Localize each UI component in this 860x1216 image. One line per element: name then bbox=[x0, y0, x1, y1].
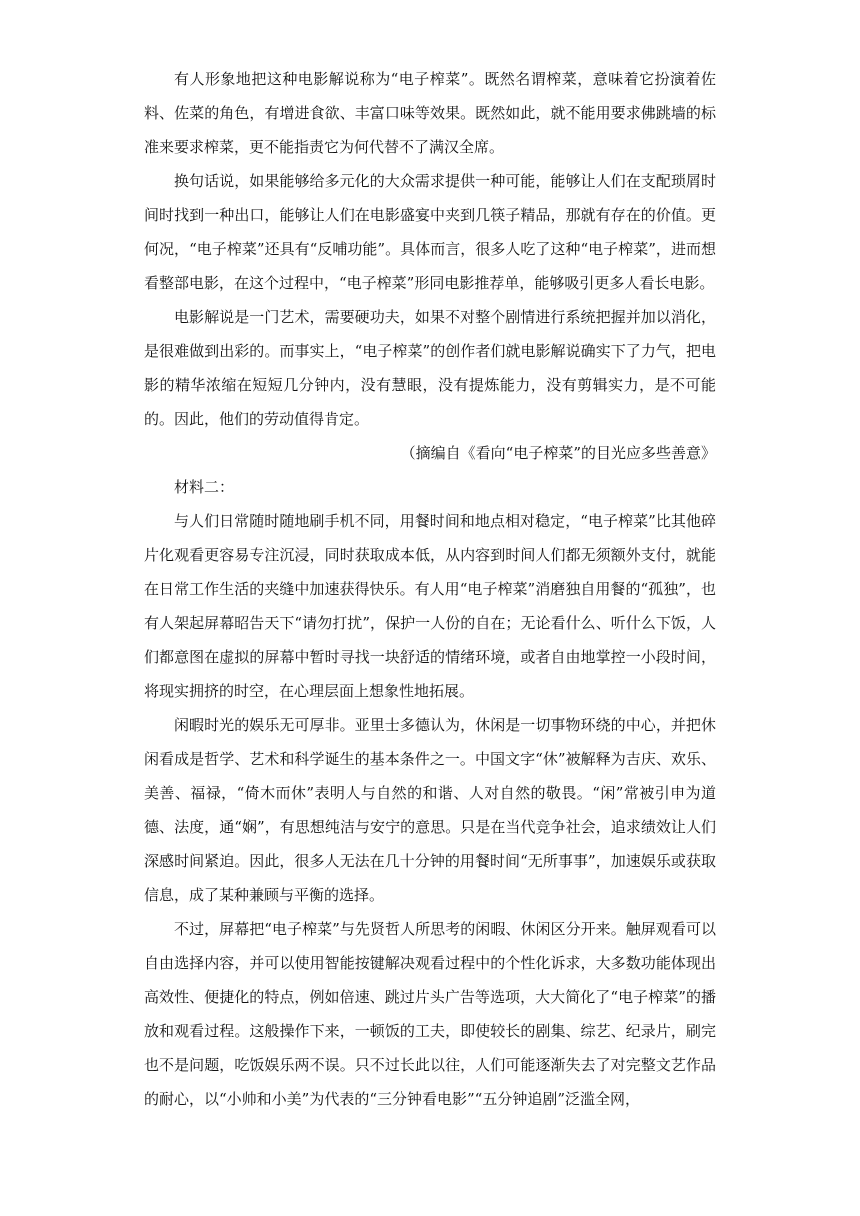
paragraph-1: 有人形象地把这种电影解说称为“电子榨菜”。既然名谓榨菜，意味着它扮演着佐料、佐菜的角色，有增进食欲、丰富口味等效果。既然如此，就不能用要求佛跳墙的标准来要求榨菜，更不能指责它为何代替不了满汉全席。 bbox=[144, 70, 716, 156]
paragraph-4: 与人们日常随时随地刷手机不同，用餐时间和地点相对稳定，“电子榨菜”比其他碎片化观看更容易专注沉浸，同时获取成本低，从内容到时间人们都无须额外支付，就能在日常工作生活的夹缝中加速获得快乐。有人用“电子榨菜”消磨独自用餐的“孤独”，也有人架起屏幕昭告天下“请勿打扰”，保护一人份的自在；无论看什么、听什么下饭，人们都意图在虚拟的屏幕中暂时寻找一块舒适的情绪环境，或者自由地掌控一小段时间，将现实拥挤的时空，在心理层面上想象性地拓展。 bbox=[144, 512, 716, 700]
section-heading-material-2: 材料二： bbox=[174, 478, 235, 496]
source-citation: （摘编自《看向“电子榨菜”的目光应多些善意》 bbox=[400, 444, 716, 462]
paragraph-6: 不过，屏幕把“电子榨菜”与先贤哲人所思考的闲暇、休闲区分开来。触屏观看可以自由选择内容，并可以使用智能按键解决观看过程中的个性化诉求，大多数功能体现出高效性、便捷化的特点，例如倍速、跳过片头广告等选项，大大简化了“电子榨菜”的播放和观看过程。这般操作下来，一顿饭的工夫，即使较长的剧集、综艺、纪录片，刷完也不是问题，吃饭娱乐两不误。只不过长此以往，人们可能逐渐失去了对完整文艺作品的耐心，以“小帅和小美”为代表的“三分钟看电影”“五分钟追剧”泛滥全网， bbox=[144, 920, 716, 1108]
paragraph-5: 闲暇时光的娱乐无可厚非。亚里士多德认为，休闲是一切事物环绕的中心，并把休闲看成是哲学、艺术和科学诞生的基本条件之一。中国文字“休”被解释为吉庆、欢乐、美善、福禄，“倚木而休”表明人与自然的和谐、人对自然的敬畏。“闲”常被引申为道德、法度，通“娴”，有思想纯洁与安宁的意思。只是在当代竞争社会，追求绩效让人们深感时间紧迫。因此，很多人无法在几十分钟的用餐时间“无所事事”，加速娱乐或获取信息，成了某种兼顾与平衡的选择。 bbox=[144, 716, 716, 904]
paragraph-2: 换句话说，如果能够给多元化的大众需求提供一种可能，能够让人们在支配琐屑时间时找到一种出口，能够让人们在电影盛宴中夹到几筷子精品，那就有存在的价值。更何况，“电子榨菜”还具有“反哺功能”。具体而言，很多人吃了这种“电子榨菜”，进而想看整部电影，在这个过程中，“电子榨菜”形同电影推荐单，能够吸引更多人看长电影。 bbox=[144, 172, 716, 292]
document-page bbox=[144, 62, 716, 1116]
paragraph-3: 电影解说是一门艺术，需要硬功夫，如果不对整个剧情进行系统把握并加以消化，是很难做到出彩的。而事实上，“电子榨菜”的创作者们就电影解说确实下了力气，把电影的精华浓缩在短短几分钟内，没有慧眼，没有提炼能力，没有剪辑实力，是不可能的。因此，他们的劳动值得肯定。 bbox=[144, 308, 716, 428]
